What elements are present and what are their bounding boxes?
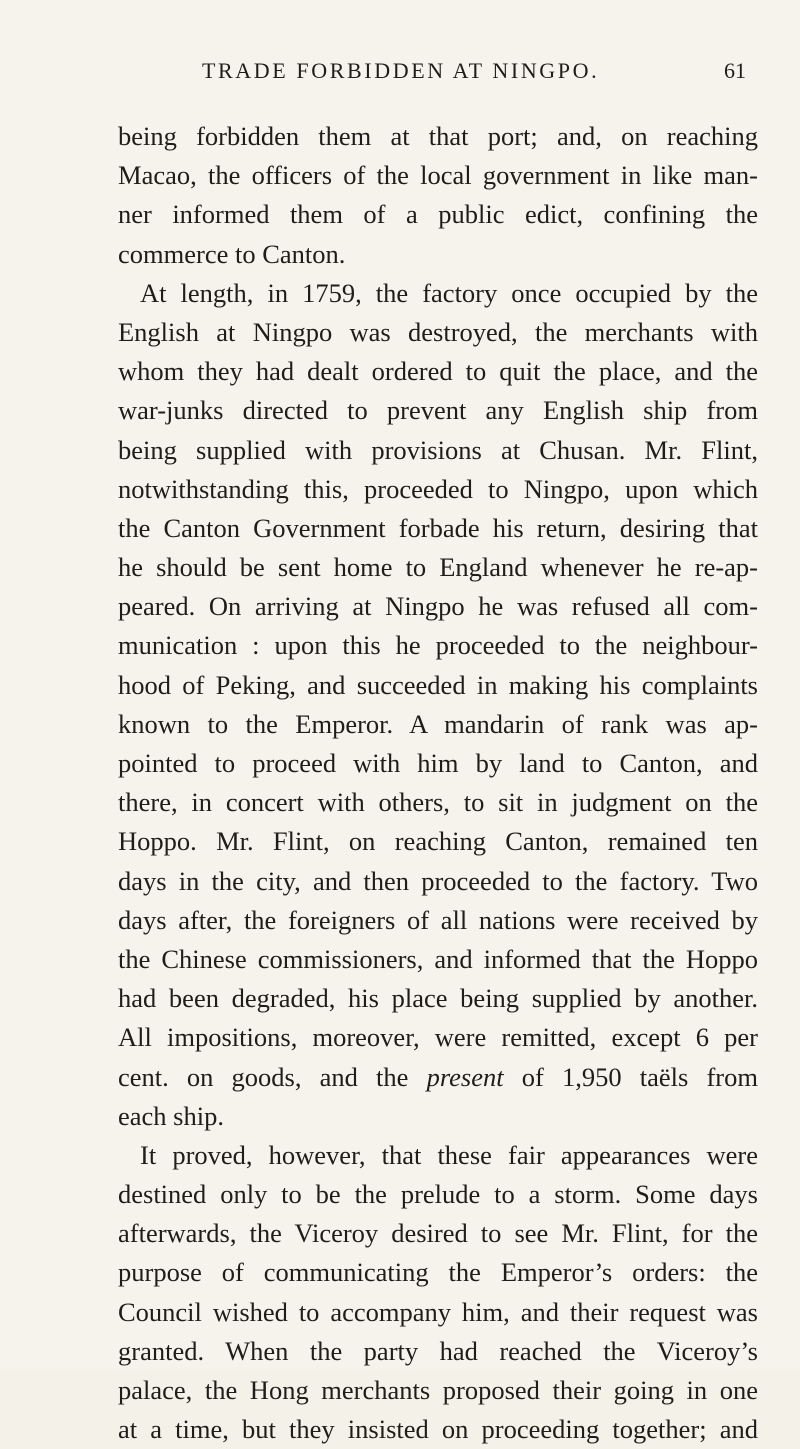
text-line: hood of Peking, and succeeded in making his complaints [118, 669, 758, 700]
text-line: he should be sent home to England whenever he re-ap- [118, 552, 758, 583]
italic-word: present [426, 1061, 504, 1092]
paragraph-start-line: At length, in 1759, the factory once occupied by the [140, 277, 758, 308]
text-line: munication : upon this he proceeded to the neighbour- [118, 630, 758, 661]
text-line: being supplied with provisions at Chusan. Mr. Flint, [118, 434, 758, 465]
text-line: the Canton Government forbade his return, desiring that [118, 512, 758, 543]
text-line: pointed to proceed with him by land to Canton, and [118, 748, 758, 778]
text-line: Macao, the officers of the local government in like man- [118, 160, 758, 191]
text-line: at a time, but they insisted on proceeding together; and [118, 1414, 758, 1445]
text-line: known to the Emperor. A mandarin of rank was ap- [118, 708, 758, 739]
text-line: afterwards, the Viceroy desired to see Mr. Flint, for the [118, 1218, 758, 1249]
text-line: peared. On arriving at Ningpo he was refused all com- [118, 591, 758, 622]
text-line: granted. When the party had reached the Viceroy’s [118, 1335, 758, 1366]
page-number: 61 [724, 58, 746, 83]
text-line: destined only to be the prelude to a storm. Some days [118, 1179, 758, 1210]
running-title: TRADE FORBIDDEN AT NINGPO. [202, 58, 600, 83]
text-line: ner informed them of a public edict, confining the [118, 199, 758, 230]
text-line: being forbidden them at that port; and, on reaching [118, 121, 758, 151]
body-text [118, 117, 758, 1449]
text-line: the Chinese commissioners, and informed that the Hoppo [118, 943, 758, 974]
text-segment: of 1,950 taëls from [503, 1061, 758, 1092]
text-line: palace, the Hong merchants proposed their going in one [118, 1375, 758, 1405]
text-line: there, in concert with others, to sit in judgment on the [118, 787, 758, 818]
paragraph-start-line: It proved, however, that these fair appearances were [140, 1139, 758, 1170]
text-line: had been degraded, his place being supplied by another. [118, 983, 758, 1014]
text-segment: cent. on goods, and the [118, 1061, 427, 1092]
text-line: whom they had dealt ordered to quit the place, and the [118, 356, 758, 387]
text-line: each ship. [118, 1100, 224, 1131]
text-line: war-junks directed to prevent any English ship from [118, 395, 758, 426]
text-line: Hoppo. Mr. Flint, on reaching Canton, remained ten [118, 826, 758, 857]
text-line: Council wished to accompany him, and their request was [118, 1296, 758, 1327]
text-line: English at Ningpo was destroyed, the merchants with [118, 316, 758, 347]
text-line-with-italic [118, 1058, 758, 1097]
text-line: days after, the foreigners of all nations were received by [118, 904, 758, 935]
text-line: purpose of communicating the Emperor’s orders: the [118, 1257, 758, 1288]
text-line: notwithstanding this, proceeded to Ningpo, upon which [118, 473, 758, 504]
running-head [118, 58, 758, 92]
text-line: All impositions, moreover, were remitted, except 6 per [118, 1022, 758, 1053]
text-line: days in the city, and then proceeded to the factory. Two [118, 865, 758, 896]
text-line: commerce to Canton. [118, 238, 346, 269]
